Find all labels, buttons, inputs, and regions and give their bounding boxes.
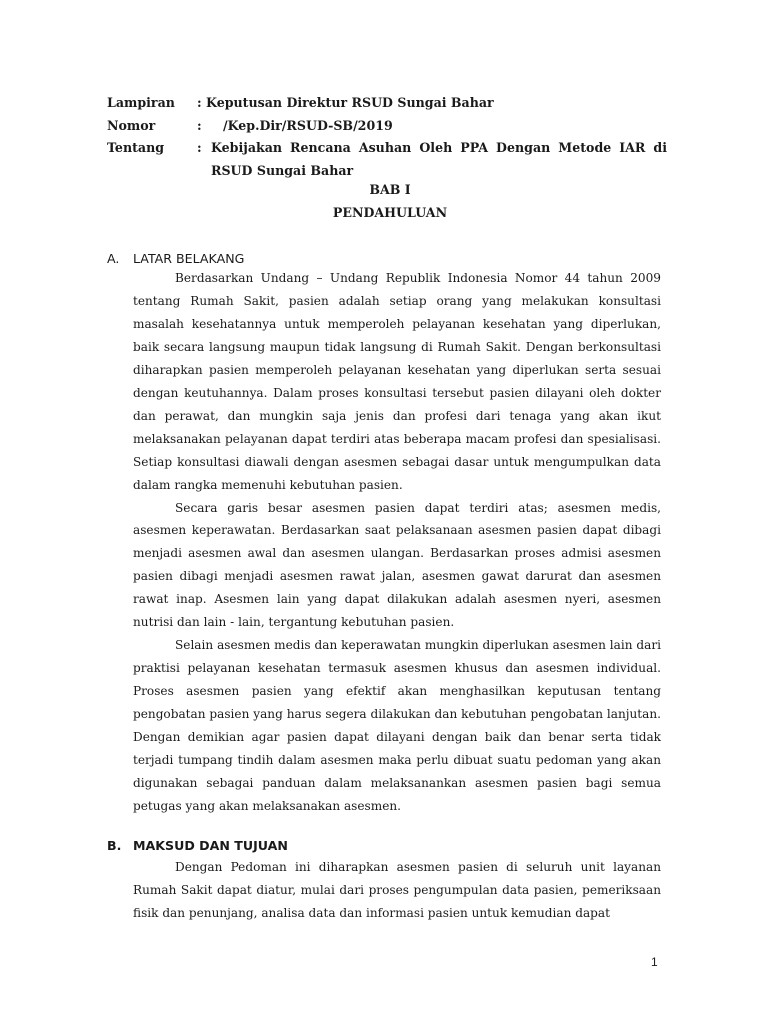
section-b-body xyxy=(133,856,661,925)
section-a-body xyxy=(133,267,661,818)
lampiran-label: Lampiran xyxy=(107,95,175,110)
chapter-number: BAB I xyxy=(369,182,411,197)
document-header xyxy=(107,92,667,182)
section-a-heading xyxy=(107,251,244,266)
tentang-value: Kebijakan Rencana Asuhan Oleh PPA Dengan Metode IAR di RSUD Sungai Bahar xyxy=(211,140,667,178)
section-a-letter: A. xyxy=(107,251,120,266)
section-a-paragraph-2: Secara garis besar asesmen pasien dapat terdiri atas; asesmen medis, asesmen keperawatan. Berdasarkan saat pelaksanaan asesmen pasien dapat dibagi menjadi asesmen awal dan asesmen ulangan. Berdasarkan proses admisi asesmen pasien dibagi menjadi asesmen rawat jalan, asesmen gawat darurat dan asesmen rawat inap. Asesmen lain yang dapat dilakukan adalah asesmen nyeri, asesmen nutrisi dan lain - lain, tergantung kebutuhan pasien. xyxy=(133,500,661,630)
chapter-title: PENDAHULUAN xyxy=(332,205,448,220)
lampiran-row xyxy=(107,92,667,115)
section-b-heading xyxy=(107,838,288,853)
section-a-paragraph-1: Berdasarkan Undang – Undang Republik Indonesia Nomor 44 tahun 2009 tentang Rumah Sakit, pasien adalah setiap orang yang melakukan konsultasi masalah kesehatannya untuk memperoleh pelayanan kesehatan yang diperlukan, baik secara langsung maupun tidak langsung di Rumah Sakit. Dengan berkonsultasi diharapkan pasien memperoleh pelayanan kesehatan yang diperlukan serta sesuai dengan keutuhannya. Dalam proses konsultasi tersebut pasien dilayani oleh dokter dan perawat, dan mungkin saja jenis dan profesi dari tenaga yang akan ikut melaksanakan pelayanan dapat terdiri atas beberapa macam profesi dan spesialisasi. Setiap konsultasi diawali dengan asesmen sebagai dasar untuk mengumpulkan data dalam rangka memenuhi kebutuhan pasien. xyxy=(133,271,661,492)
section-b-paragraph-1: Dengan Pedoman ini diharapkan asesmen pasien di seluruh unit layanan Rumah Sakit dapat diatur, mulai dari proses pengumpulan data pasien, pemeriksaan fisik dan penunjang, analisa data dan informasi pasien untuk kemudian dapat xyxy=(133,860,661,920)
nomor-colon: : xyxy=(197,117,202,133)
tentang-row xyxy=(107,137,667,182)
lampiran-value: : Keputusan Direktur RSUD Sungai Bahar xyxy=(197,95,494,110)
nomor-label: Nomor xyxy=(107,117,156,133)
section-b-letter: B. xyxy=(107,838,122,853)
section-b-title: MAKSUD DAN TUJUAN xyxy=(133,838,288,853)
tentang-label: Tentang xyxy=(107,140,165,155)
section-a-title: LATAR BELAKANG xyxy=(133,251,245,266)
page-number: 1 xyxy=(651,955,658,969)
nomor-value: /Kep.Dir/RSUD-SB/2019 xyxy=(223,117,393,133)
tentang-colon: : xyxy=(197,140,202,155)
section-a-paragraph-3: Selain asesmen medis dan keperawatan mungkin diperlukan asesmen lain dari praktisi pelayanan kesehatan termasuk asesmen khusus dan asesmen individual. Proses asesmen pasien yang efektif akan menghasilkan keputusan tentang pengobatan pasien yang harus segera dilakukan dan kebutuhan pengobatan lanjutan. Dengan demikian agar pasien dapat dilayani dengan baik dan benar serta tidak terjadi tumpang tindih dalam asesmen maka perlu dibuat suatu pedoman yang akan digunakan sebagai panduan dalam melaksanankan asesmen pasien bagi semua petugas yang akan melaksanakan asesmen. xyxy=(133,638,661,813)
nomor-row xyxy=(107,115,667,138)
